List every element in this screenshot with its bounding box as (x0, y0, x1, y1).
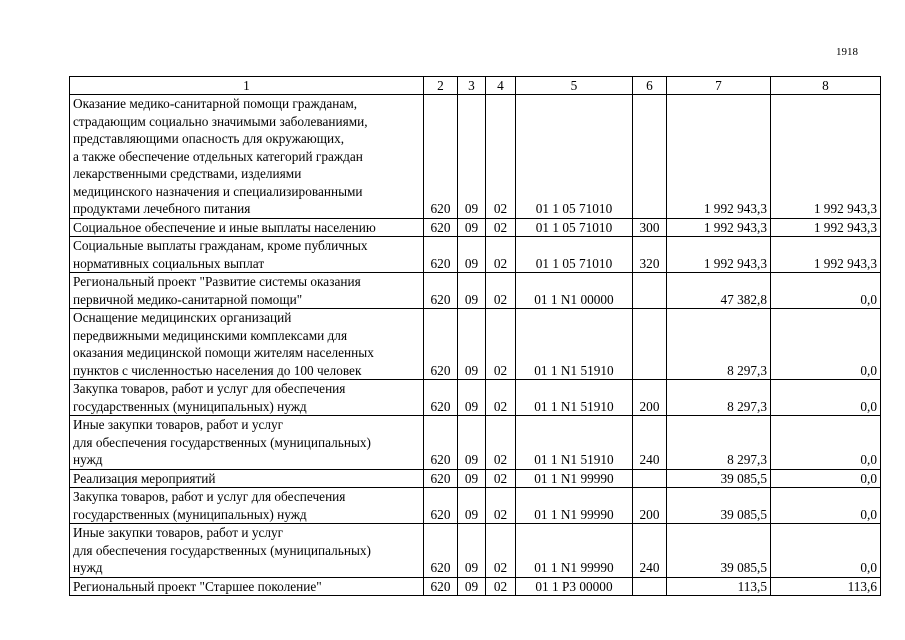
col4-cell: 02 (486, 524, 516, 578)
col8-cell: 0,0 (771, 488, 881, 524)
header-cell: 8 (771, 77, 881, 95)
col4-cell: 02 (486, 416, 516, 470)
col4-cell: 02 (486, 488, 516, 524)
table-row (70, 273, 881, 309)
table-row (70, 218, 881, 237)
col2-cell: 620 (424, 380, 458, 416)
col6-cell (633, 309, 667, 380)
col7-cell: 8 297,3 (667, 416, 771, 470)
col5-cell: 01 1 N1 99990 (516, 488, 633, 524)
col4-cell: 02 (486, 218, 516, 237)
col4-cell: 02 (486, 380, 516, 416)
page-number: 1918 (836, 46, 858, 58)
col2-cell: 620 (424, 273, 458, 309)
budget-table (69, 76, 881, 596)
col3-cell: 09 (458, 380, 486, 416)
col6-cell: 200 (633, 488, 667, 524)
row-name-cell: Оснащение медицинских организаций передвижными медицинскими комплексами для оказания медицинской помощи жителям населенных пунктов с численностью населения до 100 человек (70, 309, 424, 380)
table-row (70, 488, 881, 524)
col7-cell: 39 085,5 (667, 469, 771, 488)
col7-cell: 8 297,3 (667, 380, 771, 416)
col8-cell: 1 992 943,3 (771, 95, 881, 219)
col5-cell: 01 1 N1 51910 (516, 309, 633, 380)
col5-cell: 01 1 05 71010 (516, 218, 633, 237)
col3-cell: 09 (458, 309, 486, 380)
col2-cell: 620 (424, 416, 458, 470)
col8-cell: 0,0 (771, 469, 881, 488)
col4-cell: 02 (486, 577, 516, 596)
table-row (70, 95, 881, 219)
col4-cell: 02 (486, 95, 516, 219)
row-name-cell: Социальное обеспечение и иные выплаты населению (70, 218, 424, 237)
col7-cell: 113,5 (667, 577, 771, 596)
col4-cell: 02 (486, 273, 516, 309)
col3-cell: 09 (458, 416, 486, 470)
col3-cell: 09 (458, 273, 486, 309)
col6-cell: 240 (633, 416, 667, 470)
col8-cell: 0,0 (771, 309, 881, 380)
col4-cell: 02 (486, 237, 516, 273)
header-cell: 4 (486, 77, 516, 95)
col6-cell (633, 469, 667, 488)
header-cell: 3 (458, 77, 486, 95)
col7-cell: 1 992 943,3 (667, 237, 771, 273)
row-name-cell: Иные закупки товаров, работ и услуг для обеспечения государственных (муниципальных) нужд (70, 416, 424, 470)
col2-cell: 620 (424, 95, 458, 219)
col2-cell: 620 (424, 524, 458, 578)
row-name-cell: Региональный проект "Старшее поколение" (70, 577, 424, 596)
col3-cell: 09 (458, 524, 486, 578)
col5-cell: 01 1 05 71010 (516, 237, 633, 273)
col8-cell: 0,0 (771, 416, 881, 470)
col2-cell: 620 (424, 577, 458, 596)
row-name-cell: Закупка товаров, работ и услуг для обеспечения государственных (муниципальных) нужд (70, 380, 424, 416)
col5-cell: 01 1 N1 51910 (516, 416, 633, 470)
col6-cell: 320 (633, 237, 667, 273)
row-name-cell: Региональный проект "Развитие системы оказания первичной медико-санитарной помощи" (70, 273, 424, 309)
col2-cell: 620 (424, 237, 458, 273)
col8-cell: 0,0 (771, 380, 881, 416)
table-body (70, 95, 881, 596)
table-row (70, 380, 881, 416)
col8-cell: 0,0 (771, 273, 881, 309)
table-row (70, 524, 881, 578)
col6-cell (633, 577, 667, 596)
col3-cell: 09 (458, 469, 486, 488)
table-row (70, 237, 881, 273)
col3-cell: 09 (458, 218, 486, 237)
col8-cell: 1 992 943,3 (771, 218, 881, 237)
col8-cell: 1 992 943,3 (771, 237, 881, 273)
header-cell: 2 (424, 77, 458, 95)
col6-cell (633, 273, 667, 309)
row-name-cell: Закупка товаров, работ и услуг для обеспечения государственных (муниципальных) нужд (70, 488, 424, 524)
col3-cell: 09 (458, 95, 486, 219)
table-row (70, 577, 881, 596)
col4-cell: 02 (486, 309, 516, 380)
col4-cell: 02 (486, 469, 516, 488)
col8-cell: 113,6 (771, 577, 881, 596)
col7-cell: 39 085,5 (667, 488, 771, 524)
row-name-cell: Оказание медико-санитарной помощи гражданам, страдающим социально значимыми заболеваниями, представляющими опасность для окружающих, а также обеспечение отдельных категорий граждан лекарственными средствами, изделиями медицинского назначения и специализированными продуктами лечебного питания (70, 95, 424, 219)
header-cell: 7 (667, 77, 771, 95)
col7-cell: 1 992 943,3 (667, 95, 771, 219)
table-row (70, 416, 881, 470)
col5-cell: 01 1 N1 99990 (516, 524, 633, 578)
col6-cell: 240 (633, 524, 667, 578)
header-row (70, 77, 881, 95)
table-row (70, 309, 881, 380)
col6-cell: 200 (633, 380, 667, 416)
col2-cell: 620 (424, 309, 458, 380)
col6-cell (633, 95, 667, 219)
col2-cell: 620 (424, 469, 458, 488)
col5-cell: 01 1 N1 00000 (516, 273, 633, 309)
col6-cell: 300 (633, 218, 667, 237)
row-name-cell: Социальные выплаты гражданам, кроме публичных нормативных социальных выплат (70, 237, 424, 273)
col7-cell: 8 297,3 (667, 309, 771, 380)
col5-cell: 01 1 05 71010 (516, 95, 633, 219)
header-cell: 1 (70, 77, 424, 95)
col5-cell: 01 1 N1 99990 (516, 469, 633, 488)
col2-cell: 620 (424, 218, 458, 237)
col7-cell: 47 382,8 (667, 273, 771, 309)
header-cell: 6 (633, 77, 667, 95)
col3-cell: 09 (458, 237, 486, 273)
col2-cell: 620 (424, 488, 458, 524)
col5-cell: 01 1 P3 00000 (516, 577, 633, 596)
table-row (70, 469, 881, 488)
header-cell: 5 (516, 77, 633, 95)
col7-cell: 1 992 943,3 (667, 218, 771, 237)
col3-cell: 09 (458, 488, 486, 524)
col8-cell: 0,0 (771, 524, 881, 578)
col7-cell: 39 085,5 (667, 524, 771, 578)
col5-cell: 01 1 N1 51910 (516, 380, 633, 416)
row-name-cell: Реализация мероприятий (70, 469, 424, 488)
col3-cell: 09 (458, 577, 486, 596)
row-name-cell: Иные закупки товаров, работ и услуг для обеспечения государственных (муниципальных) нужд (70, 524, 424, 578)
